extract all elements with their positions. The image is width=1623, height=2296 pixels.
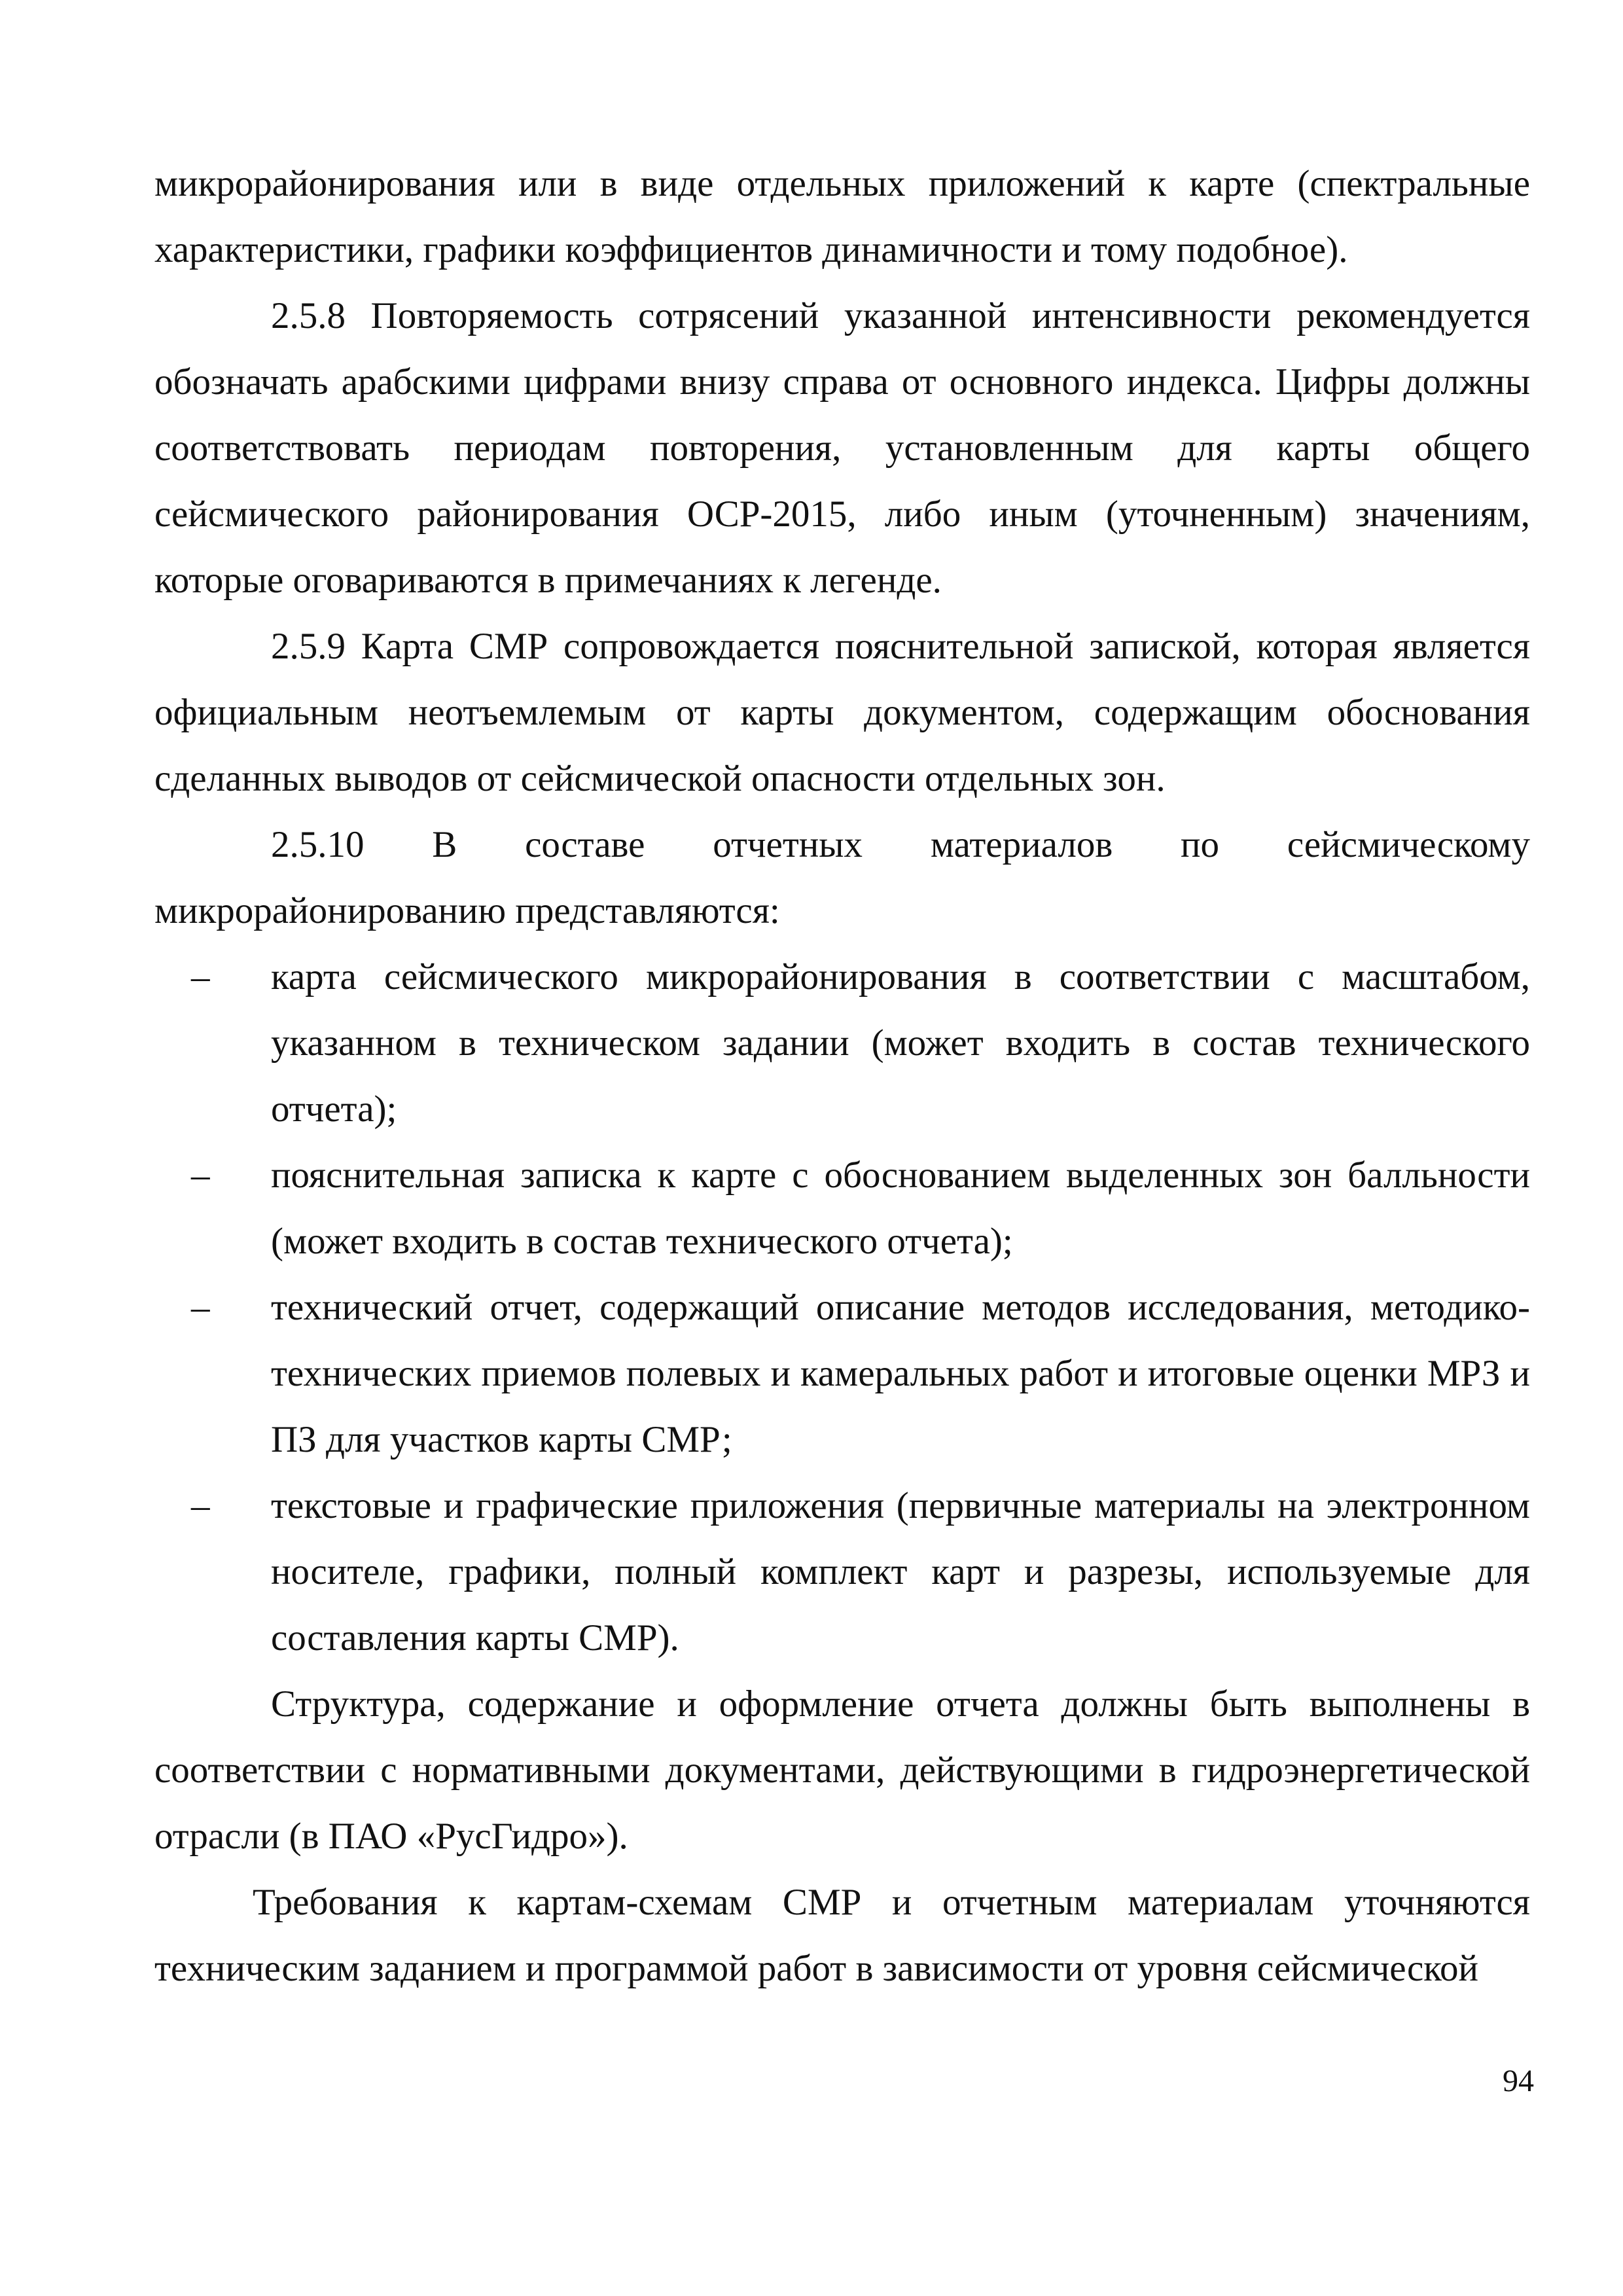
list-item	[154, 944, 1530, 1142]
list-bullet: –	[191, 1287, 210, 1328]
list-item	[154, 1274, 1530, 1473]
paragraph-report-structure: Структура, содержание и оформление отчета должны быть выполнены в соответствии с нормативными документами, действующими в гидроэнергетической отрасли (в ПАО «РусГидро»).	[154, 1683, 1530, 1857]
paragraph-continuation: микрорайонирования или в виде отдельных приложений к карте (спектральные характеристики, графики коэффициентов динамичности и тому подобное).	[154, 163, 1530, 270]
list-item-text: пояснительная записка к карте с обоснованием выделенных зон балльности (может входить в состав технического отчета);	[271, 1155, 1530, 1262]
list-item	[154, 1473, 1530, 1671]
paragraph-2-5-9: 2.5.9 Карта СМР сопровождается пояснительной запиской, которая является официальным неотъемлемым от карты документом, содержащим обоснования сделанных выводов от сейсмической опасности отдельных зон.	[154, 626, 1530, 799]
paragraph-2-5-8: 2.5.8 Повторяемость сотрясений указанной интенсивности рекомендуется обозначать арабскими цифрами внизу справа от основного индекса. Цифры должны соответствовать периодам повторения, установленным для карты общего сейсмического районирования ОСР-2015, либо иным (уточненным) значениям, которые оговариваются в примечаниях к легенде.	[154, 295, 1530, 601]
document-page	[154, 151, 1530, 2001]
list-bullet: –	[191, 1485, 210, 1526]
paragraph-2-5-10: 2.5.10 В составе отчетных материалов по сейсмическому микрорайонированию представляются:	[154, 824, 1530, 931]
list-item-text: текстовые и графические приложения (первичные материалы на электронном носителе, графики, полный комплект карт и разрезы, используемые для составления карты СМР).	[271, 1485, 1530, 1659]
list-item-text: технический отчет, содержащий описание методов исследования, методико-технических приемов полевых и камеральных работ и итоговые оценки МРЗ и ПЗ для участков карты СМР;	[271, 1287, 1530, 1460]
paragraph-requirements: Требования к картам-схемам СМР и отчетным материалам уточняются техническим заданием и программой работ в зависимости от уровня сейсмической	[154, 1882, 1530, 1989]
list-bullet: –	[191, 1155, 210, 1196]
page-number: 94	[1503, 2064, 1534, 2098]
materials-list	[154, 944, 1530, 1671]
list-item	[154, 1142, 1530, 1274]
list-item-text: карта сейсмического микрорайонирования в соответствии с масштабом, указанном в техническом задании (может входить в состав технического отчета);	[271, 956, 1530, 1130]
list-bullet: –	[191, 956, 210, 997]
